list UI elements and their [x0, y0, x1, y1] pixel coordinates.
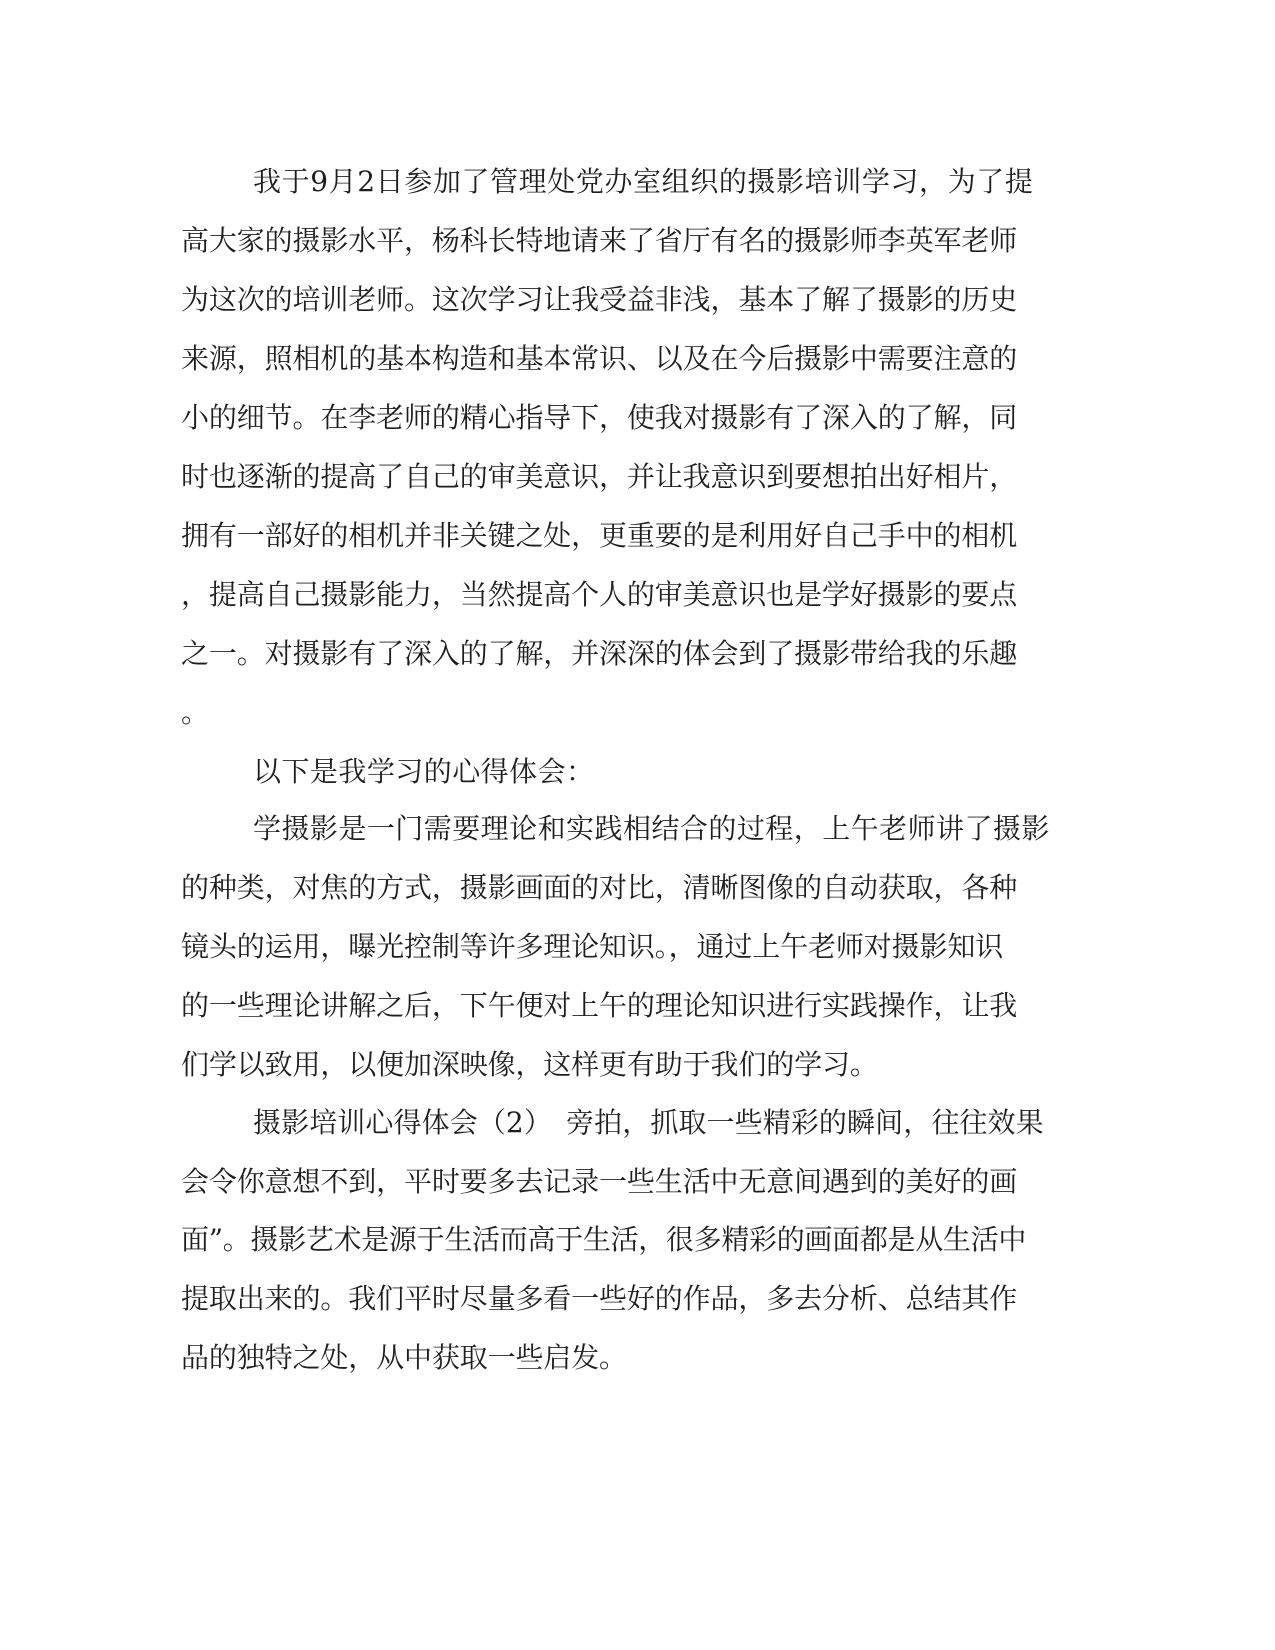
paragraph-1-line-2: 高大家的摄影水平，杨科长特地请来了省厅有名的摄影师李英军老师	[181, 224, 1018, 257]
paragraph-4-line-5: 品的独特之处，从中获取一些启发。	[181, 1341, 627, 1374]
paragraph-1-line-8: ，提高自己摄影能力，当然提高个人的审美意识也是学好摄影的要点	[181, 578, 1018, 611]
paragraph-1-line-1: 我于9月2日参加了管理处党办室组织的摄影培训学习，为了提	[253, 165, 1034, 198]
paragraph-1-line-9: 之一。对摄影有了深入的了解，并深深的体会到了摄影带给我的乐趣	[181, 637, 1018, 670]
paragraph-1-line-4: 来源，照相机的基本构造和基本常识、以及在今后摄影中需要注意的	[181, 342, 1018, 375]
paragraph-4-line-4: 提取出来的。我们平时尽量多看一些好的作品，多去分析、总结其作	[181, 1282, 1018, 1315]
paragraph-1-line-6: 时也逐渐的提高了自己的审美意识，并让我意识到要想拍出好相片，	[181, 460, 1018, 493]
paragraph-3-line-2: 的种类，对焦的方式，摄影画面的对比，清晰图像的自动获取，各种	[181, 871, 1018, 904]
paragraph-4-line-3: 面”。摄影艺术是源于生活而高于生活，很多精彩的画面都是从生活中	[181, 1223, 1027, 1256]
paragraph-1-line-5: 小的细节。在李老师的精心指导下，使我对摄影有了深入的了解，同	[181, 401, 1018, 434]
paragraph-2-line-1: 以下是我学习的心得体会：	[253, 755, 595, 788]
paragraph-1-line-3: 为这次的培训老师。这次学习让我受益非浅，基本了解了摄影的历史	[181, 283, 1018, 316]
paragraph-3-line-4: 的一些理论讲解之后，下午便对上午的理论知识进行实践操作，让我	[181, 989, 1018, 1022]
paragraph-4-line-2: 会令你意想不到，平时要多去记录一些生活中无意间遇到的美好的画	[181, 1165, 1018, 1198]
paragraph-1-line-7: 拥有一部好的相机并非关键之处，更重要的是利用好自己手中的相机	[181, 519, 1018, 552]
paragraph-3-line-1: 学摄影是一门需要理论和实践相结合的过程，上午老师讲了摄影	[253, 812, 1050, 845]
paragraph-3-line-3: 镜头的运用，曝光控制等许多理论知识。，通过上午老师对摄影知识	[181, 930, 1004, 963]
paragraph-1-line-10: 。	[181, 696, 210, 729]
paragraph-3-line-5: 们学以致用，以便加深映像，这样更有助于我们的学习。	[181, 1048, 878, 1081]
paragraph-4-line-1: 摄影培训心得体会（2） 旁拍，抓取一些精彩的瞬间，往往效果	[253, 1106, 1044, 1139]
